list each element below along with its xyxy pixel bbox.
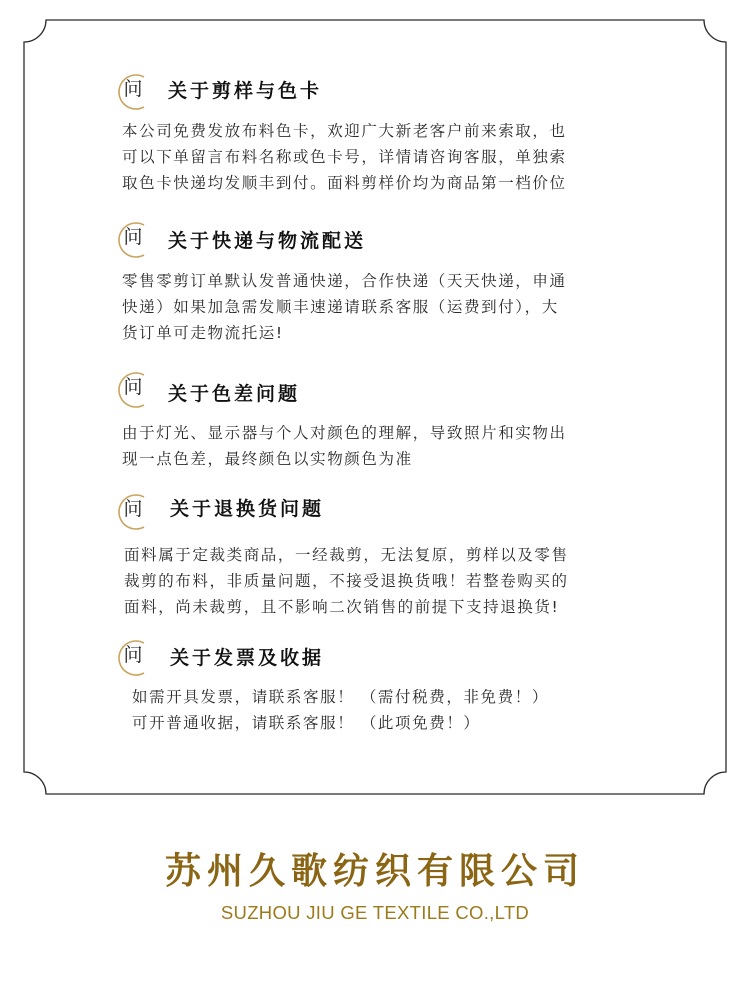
section-title: 关于色差问题 [168,383,301,405]
section-body: 面料属于定裁类商品，一经裁剪，无法复原，剪样以及零售 裁剪的布料，非质量问题，不接受退换货哦！若整卷购买的 面料，尚未裁剪，且不影响二次销售的前提下支持退换货! [124,546,569,616]
section-title: 关于快递与物流配送 [168,230,367,252]
section-body: 本公司免费发放布料色卡，欢迎广大新老客户前来索取，也 可以下单留言布料名称或色卡号，详情请咨询客服，单独索 取色卡快递均发顺丰到付。面料剪样价均为商品第一档价位 [122,122,567,192]
section-title: 关于退换货问题 [170,498,325,520]
section-title: 关于发票及收据 [170,647,325,669]
section-body: 由于灯光、显示器与个人对颜色的理解，导致照片和实物出 现一点色差，最终颜色以实物颜色为准 [122,424,567,468]
question-badge-icon: 问 [114,638,148,672]
company-name-cn: 苏州久歌纺织有限公司 [164,851,585,892]
section-body: 零售零剪订单默认发普通快递，合作快递（天天快递，申通 快递）如果加急需发顺丰速递请联系客服（运费到付），大 货订单可走物流托运! [122,272,567,342]
question-badge-icon: 问 [114,492,148,526]
company-name-en: SUZHOU JIU GE TEXTILE CO.,LTD [220,902,530,923]
question-badge-icon: 问 [114,220,148,254]
question-badge-icon: 问 [114,370,148,404]
section-title: 关于剪样与色卡 [168,80,323,102]
section-body: 如需开具发票，请联系客服！ （需付税费，非免费！） 可开普通收据，请联系客服！ （此项免费！） [132,688,549,732]
question-badge-icon: 问 [114,72,148,106]
